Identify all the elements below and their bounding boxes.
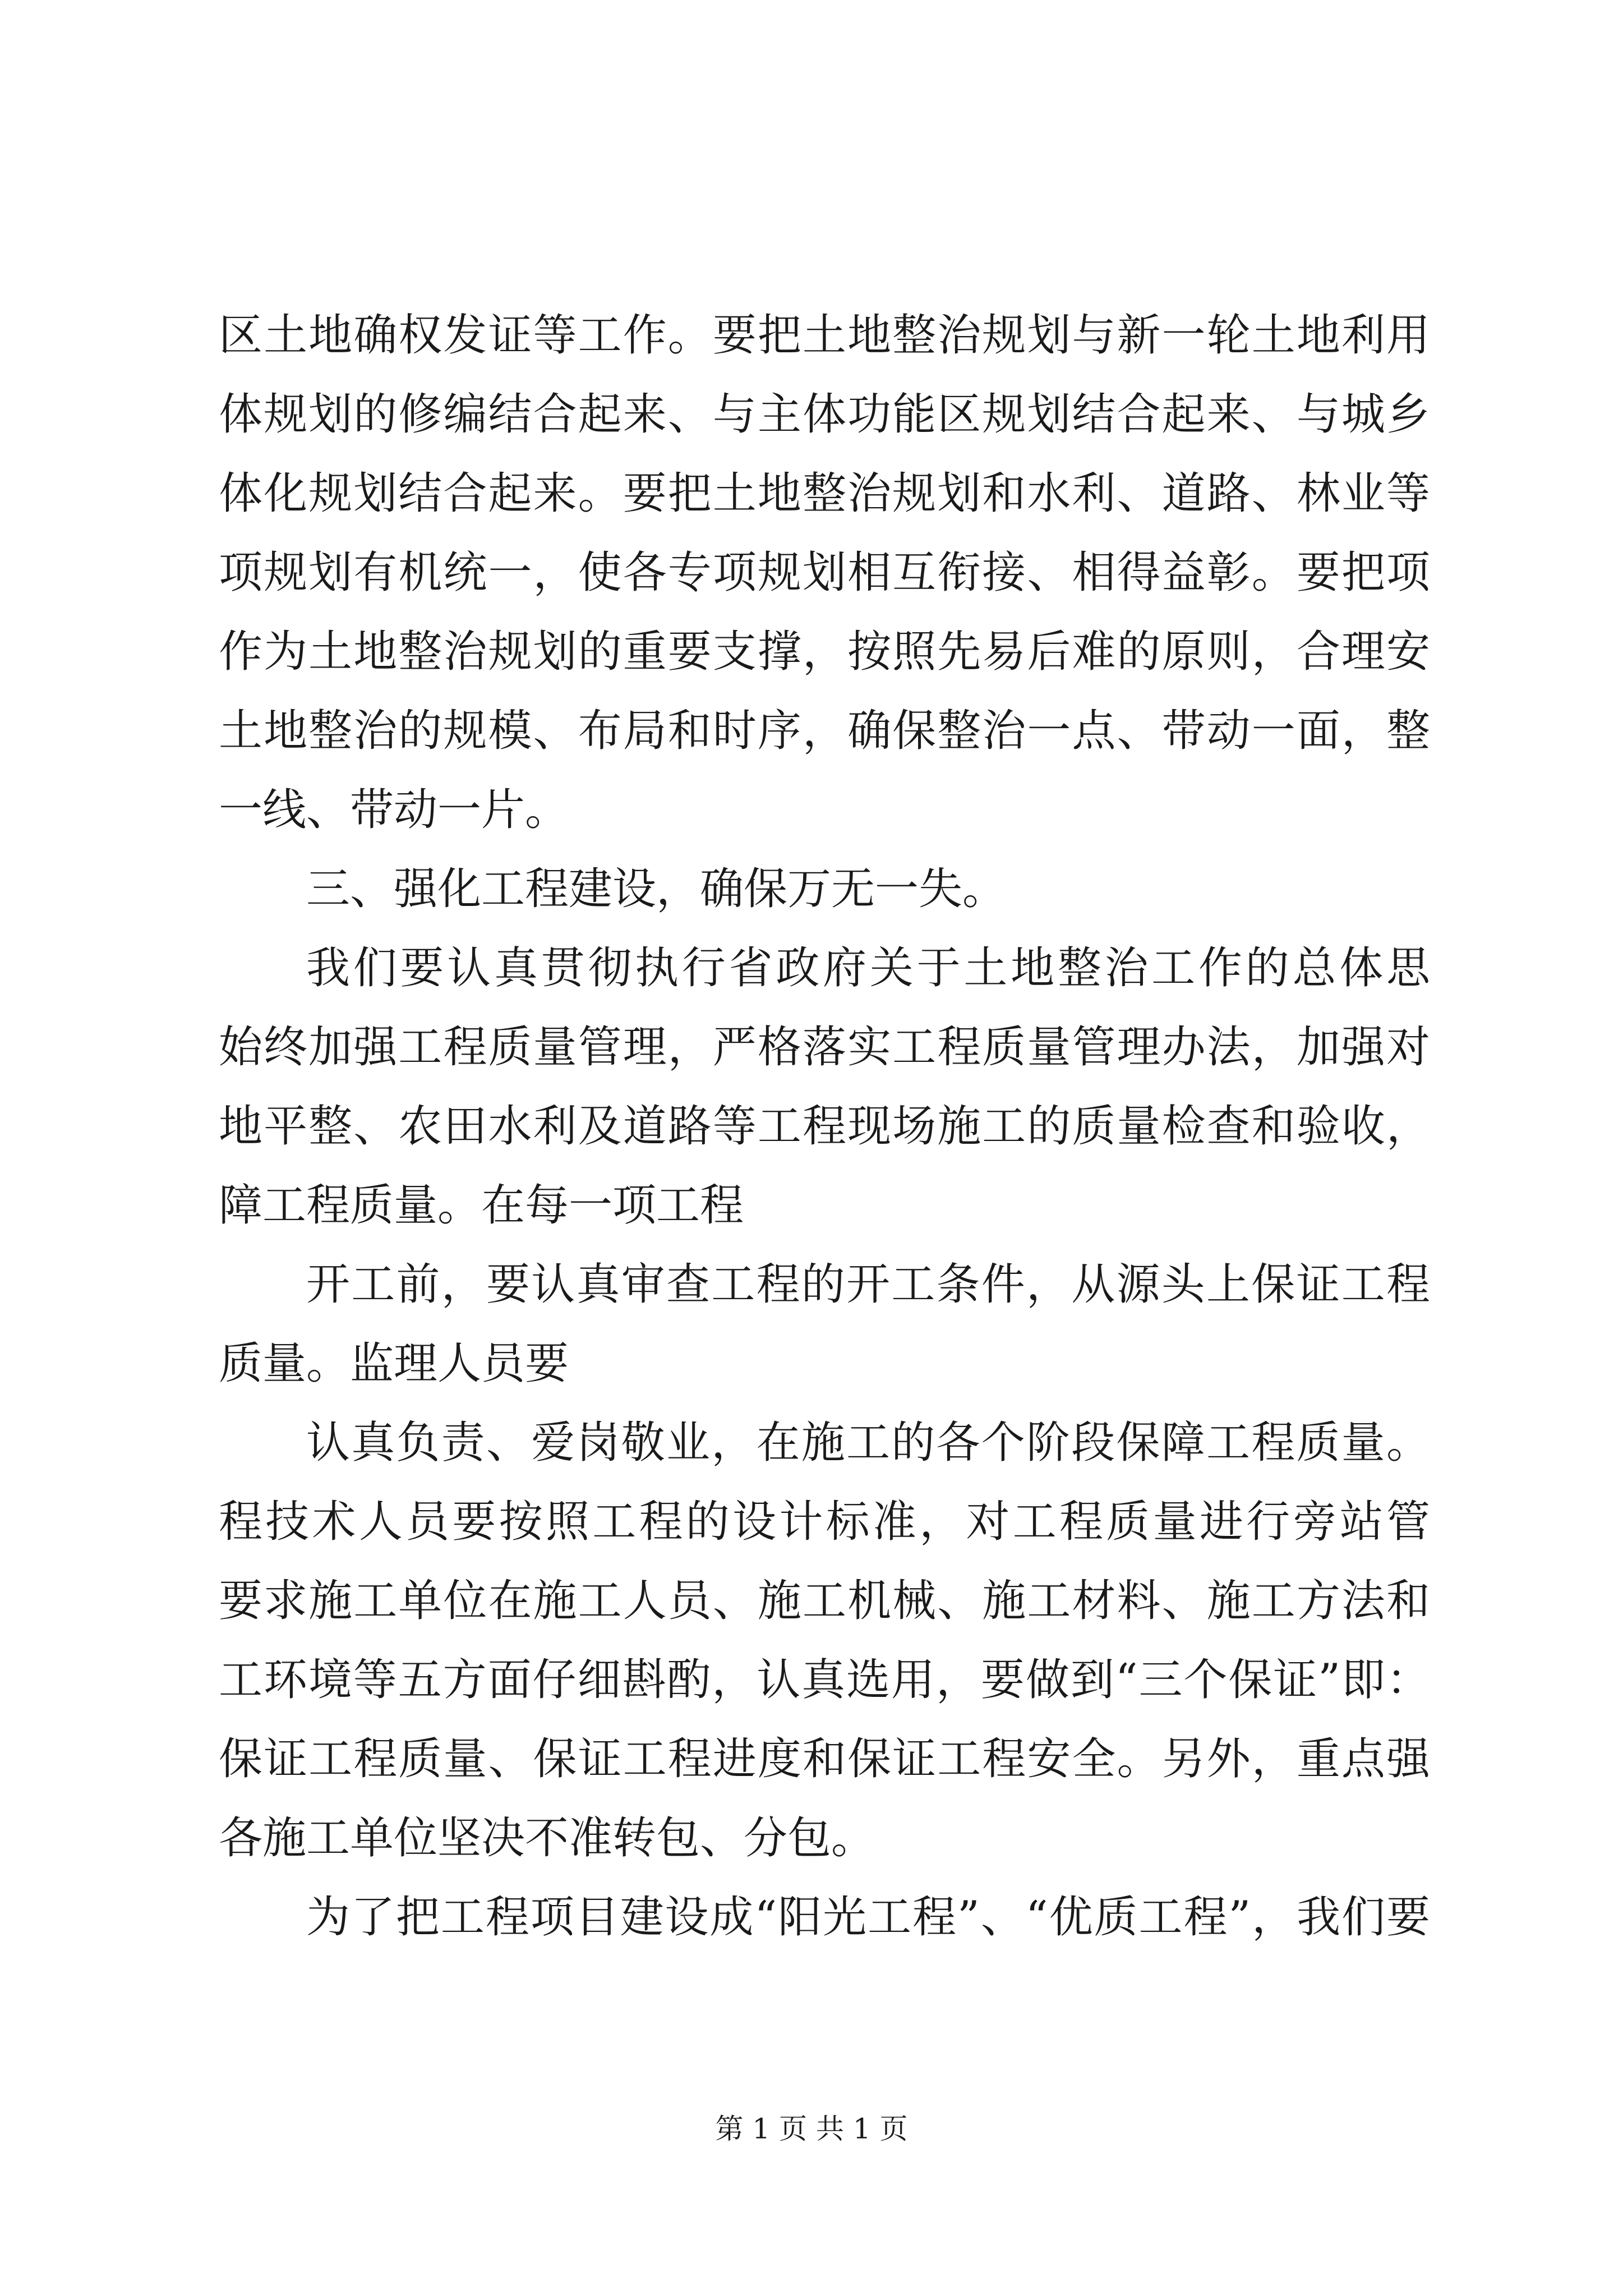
text-line: 作为土地整治规划的重要支撑，按照先易后难的原则，合理安 [219, 627, 1430, 677]
text-line: 各施工单位坚决不准转包、分包。 [219, 1813, 875, 1864]
text-line: 体化规划结合起来。要把土地整治规划和水利、道路、林业等 [219, 468, 1430, 519]
text-line: 质量。监理人员要 [219, 1338, 569, 1389]
text-line: 我们要认真贯彻执行省政府关于土地整治工作的总体思 [306, 943, 1430, 993]
page-footer: 第 1 页 共 1 页 [715, 2113, 908, 2145]
text-line: 障工程质量。在每一项工程 [219, 1180, 744, 1231]
text-line: 程技术人员要按照工程的设计标准，对工程质量进行旁站管 [219, 1497, 1430, 1547]
text-line: 始终加强工程质量管理，严格落实工程质量管理办法，加强对 [219, 1022, 1430, 1073]
text-line: 要求施工单位在施工人员、施工机械、施工材料、施工方法和 [219, 1576, 1430, 1626]
text-line: 区土地确权发证等工作。要把土地整治规划与新一轮土地利用 [219, 310, 1430, 361]
text-line: 为了把工程项目建设成“阳光工程”、“优质工程”，我们要 [306, 1892, 1430, 1943]
text-line: 体规划的修编结合起来、与主体功能区规划结合起来、与城乡 [219, 389, 1430, 440]
text-line: 开工前，要认真审查工程的开工条件，从源头上保证工程 [306, 1259, 1430, 1310]
text-line: 工环境等五方面仔细斟酌，认真选用，要做到“三个保证”即： [219, 1655, 1430, 1705]
document-body [219, 296, 1430, 1957]
text-line: 项规划有机统一，使各专项规划相互衔接、相得益彰。要把项 [219, 547, 1430, 598]
text-line: 地平整、农田水利及道路等工程现场施工的质量检查和验收， [219, 1101, 1430, 1152]
text-line: 认真负责、爱岗敬业，在施工的各个阶段保障工程质量。 [306, 1418, 1430, 1468]
text-line: 保证工程质量、保证工程进度和保证工程安全。另外，重点强 [219, 1734, 1430, 1784]
text-line: 一线、带动一片。 [219, 785, 569, 835]
text-line: 土地整治的规模、布局和时序，确保整治一点、带动一面，整 [219, 706, 1430, 756]
section-heading: 三、强化工程建设，确保万无一失。 [306, 864, 1007, 914]
